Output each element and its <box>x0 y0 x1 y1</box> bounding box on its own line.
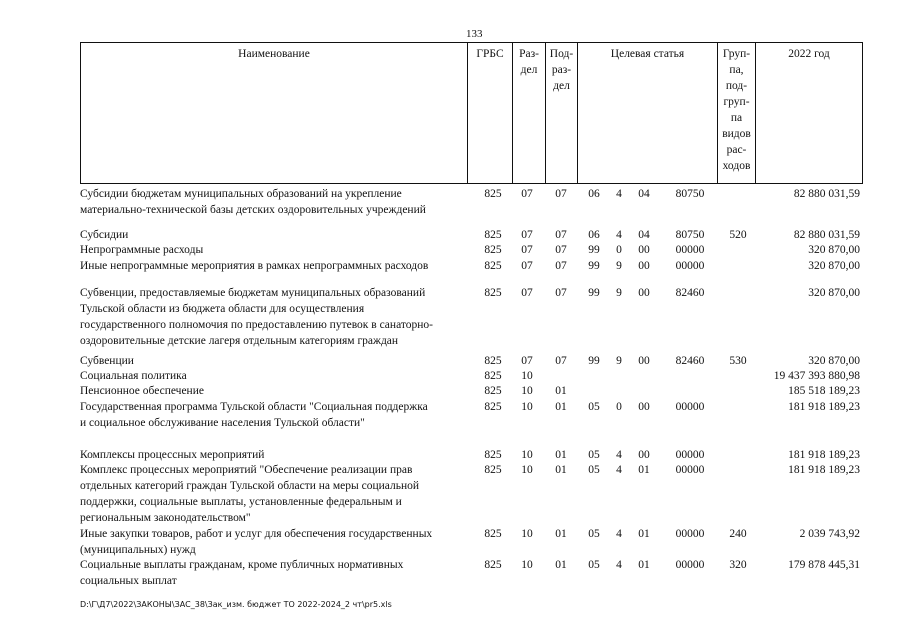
header-podrazdel: Под- раз- дел <box>545 43 577 183</box>
row-grbs: 825 <box>484 229 502 241</box>
row-sum: 179 878 445,31 <box>788 559 860 571</box>
row-sum: 320 870,00 <box>808 287 860 299</box>
row-ts4: 00000 <box>675 401 705 413</box>
table-header <box>80 42 863 184</box>
row-name: Субсидии <box>80 229 129 241</box>
row-ts3: 01 <box>638 559 650 571</box>
row-podr: 01 <box>555 528 567 540</box>
row-razd: 10 <box>521 528 533 540</box>
row-ts3: 00 <box>638 287 650 299</box>
header-razdel: Раз- дел <box>512 43 545 183</box>
row-grbs: 825 <box>484 355 502 367</box>
row-ts2: 4 <box>616 464 622 476</box>
row-ts3: 01 <box>638 464 650 476</box>
row-razd: 07 <box>521 244 533 256</box>
row-name: Непрограммные расходы <box>80 244 204 256</box>
row-grbs: 825 <box>484 287 502 299</box>
row-ts3: 00 <box>638 401 650 413</box>
row-ts2: 4 <box>616 229 622 241</box>
row-ts3: 00 <box>638 244 650 256</box>
row-ts2: 4 <box>616 528 622 540</box>
row-ts1: 99 <box>588 260 600 272</box>
row-grbs: 825 <box>484 401 502 413</box>
row-sum: 82 880 031,59 <box>793 188 860 200</box>
row-vr: 240 <box>729 528 747 540</box>
row-ts4: 82460 <box>675 287 705 299</box>
row-razd: 10 <box>521 449 533 461</box>
row-podr: 07 <box>555 188 567 200</box>
row-ts3: 04 <box>638 229 650 241</box>
row-ts3: 01 <box>638 528 650 540</box>
row-ts1: 05 <box>588 464 600 476</box>
row-podr: 07 <box>555 244 567 256</box>
row-name: Иные закупки товаров, работ и услуг для обеспечения государственных (муниципальных) нужд <box>80 528 433 556</box>
row-grbs: 825 <box>484 528 502 540</box>
row-ts4: 80750 <box>675 188 705 200</box>
file-path-footer: D:\Г\Д7\2022\ЗАКОНЫ\ЗАС_38\Зак_изм. бюджет ТО 2022-2024_2 чт\pr5.xls <box>80 600 392 609</box>
row-vr: 320 <box>729 559 747 571</box>
page-number: 133 <box>466 28 483 40</box>
row-podr: 07 <box>555 355 567 367</box>
row-sum: 2 039 743,92 <box>799 528 860 540</box>
row-podr: 01 <box>555 449 567 461</box>
row-ts4: 00000 <box>675 528 705 540</box>
row-name: Субвенции, предоставляемые бюджетам муниципальных образований Тульской области из бюджета области для осуществления государственного полномочия по предоставлению путевок в санаторно- оздоровительные детские лагеря отдельным категориям граждан <box>80 287 433 347</box>
row-grbs: 825 <box>484 260 502 272</box>
row-name: Государственная программа Тульской области "Социальная поддержка и социальное обслуживание населения Тульской области" <box>80 401 428 429</box>
row-ts1: 05 <box>588 528 600 540</box>
header-name: Наименование <box>238 48 310 60</box>
row-ts2: 9 <box>616 287 622 299</box>
row-ts4: 80750 <box>675 229 705 241</box>
row-sum: 181 918 189,23 <box>788 464 860 476</box>
row-ts3: 00 <box>638 260 650 272</box>
header-year: 2022 год <box>755 43 862 183</box>
row-vr: 530 <box>729 355 747 367</box>
row-ts1: 06 <box>588 188 600 200</box>
row-sum: 82 880 031,59 <box>793 229 860 241</box>
row-name: Субвенции <box>80 355 134 367</box>
row-ts1: 05 <box>588 401 600 413</box>
row-podr: 07 <box>555 260 567 272</box>
row-podr: 07 <box>555 229 567 241</box>
row-sum: 320 870,00 <box>808 244 860 256</box>
row-name: Социальные выплаты гражданам, кроме публичных нормативных социальных выплат <box>80 559 404 587</box>
row-name: Комплексы процессных мероприятий <box>80 449 265 461</box>
row-razd: 10 <box>521 370 533 382</box>
row-razd: 07 <box>521 287 533 299</box>
row-name: Иные непрограммные мероприятия в рамках непрограммных расходов <box>80 260 429 272</box>
row-vr: 520 <box>729 229 747 241</box>
row-ts4: 00000 <box>675 260 705 272</box>
row-name: Субсидии бюджетам муниципальных образований на укрепление материально-технической базы детских оздоровительных учреждений <box>80 188 426 216</box>
row-razd: 07 <box>521 229 533 241</box>
row-ts3: 00 <box>638 355 650 367</box>
row-grbs: 825 <box>484 244 502 256</box>
row-ts2: 9 <box>616 260 622 272</box>
row-ts1: 05 <box>588 559 600 571</box>
row-name: Социальная политика <box>80 370 187 382</box>
row-ts4: 82460 <box>675 355 705 367</box>
row-sum: 181 918 189,23 <box>788 401 860 413</box>
row-sum: 185 518 189,23 <box>788 385 860 397</box>
row-podr: 07 <box>555 287 567 299</box>
row-ts4: 00000 <box>675 449 705 461</box>
row-ts3: 00 <box>638 449 650 461</box>
row-ts1: 99 <box>588 287 600 299</box>
row-sum: 181 918 189,23 <box>788 449 860 461</box>
row-razd: 07 <box>521 260 533 272</box>
row-name: Пенсионное обеспечение <box>80 385 204 397</box>
row-grbs: 825 <box>484 385 502 397</box>
row-razd: 10 <box>521 401 533 413</box>
row-ts2: 4 <box>616 188 622 200</box>
header-vr: Груп- па, под- груп- па видов рас- ходов <box>717 43 755 183</box>
row-ts2: 4 <box>616 449 622 461</box>
row-razd: 10 <box>521 385 533 397</box>
row-ts2: 9 <box>616 355 622 367</box>
row-grbs: 825 <box>484 188 502 200</box>
row-razd: 07 <box>521 188 533 200</box>
row-ts4: 00000 <box>675 244 705 256</box>
row-ts1: 05 <box>588 449 600 461</box>
row-podr: 01 <box>555 464 567 476</box>
row-ts4: 00000 <box>675 559 705 571</box>
row-name: Комплекс процессных мероприятий "Обеспечение реализации прав отдельных категорий граждан Тульской области на меры социальной поддержки, социальные выплаты, установленные федеральным и региональным законодательством" <box>80 464 420 524</box>
row-podr: 01 <box>555 385 567 397</box>
row-grbs: 825 <box>484 449 502 461</box>
row-razd: 10 <box>521 559 533 571</box>
row-ts3: 04 <box>638 188 650 200</box>
row-ts2: 0 <box>616 244 622 256</box>
row-ts4: 00000 <box>675 464 705 476</box>
row-ts1: 06 <box>588 229 600 241</box>
row-ts2: 4 <box>616 559 622 571</box>
row-grbs: 825 <box>484 464 502 476</box>
header-target: Целевая статья <box>577 43 717 183</box>
row-grbs: 825 <box>484 370 502 382</box>
row-grbs: 825 <box>484 559 502 571</box>
row-ts1: 99 <box>588 355 600 367</box>
row-sum: 19 437 393 880,98 <box>773 370 860 382</box>
header-grbs: ГРБС <box>467 43 512 183</box>
row-podr: 01 <box>555 559 567 571</box>
row-sum: 320 870,00 <box>808 260 860 272</box>
row-podr: 01 <box>555 401 567 413</box>
row-ts2: 0 <box>616 401 622 413</box>
row-ts1: 99 <box>588 244 600 256</box>
row-razd: 07 <box>521 355 533 367</box>
row-razd: 10 <box>521 464 533 476</box>
row-sum: 320 870,00 <box>808 355 860 367</box>
